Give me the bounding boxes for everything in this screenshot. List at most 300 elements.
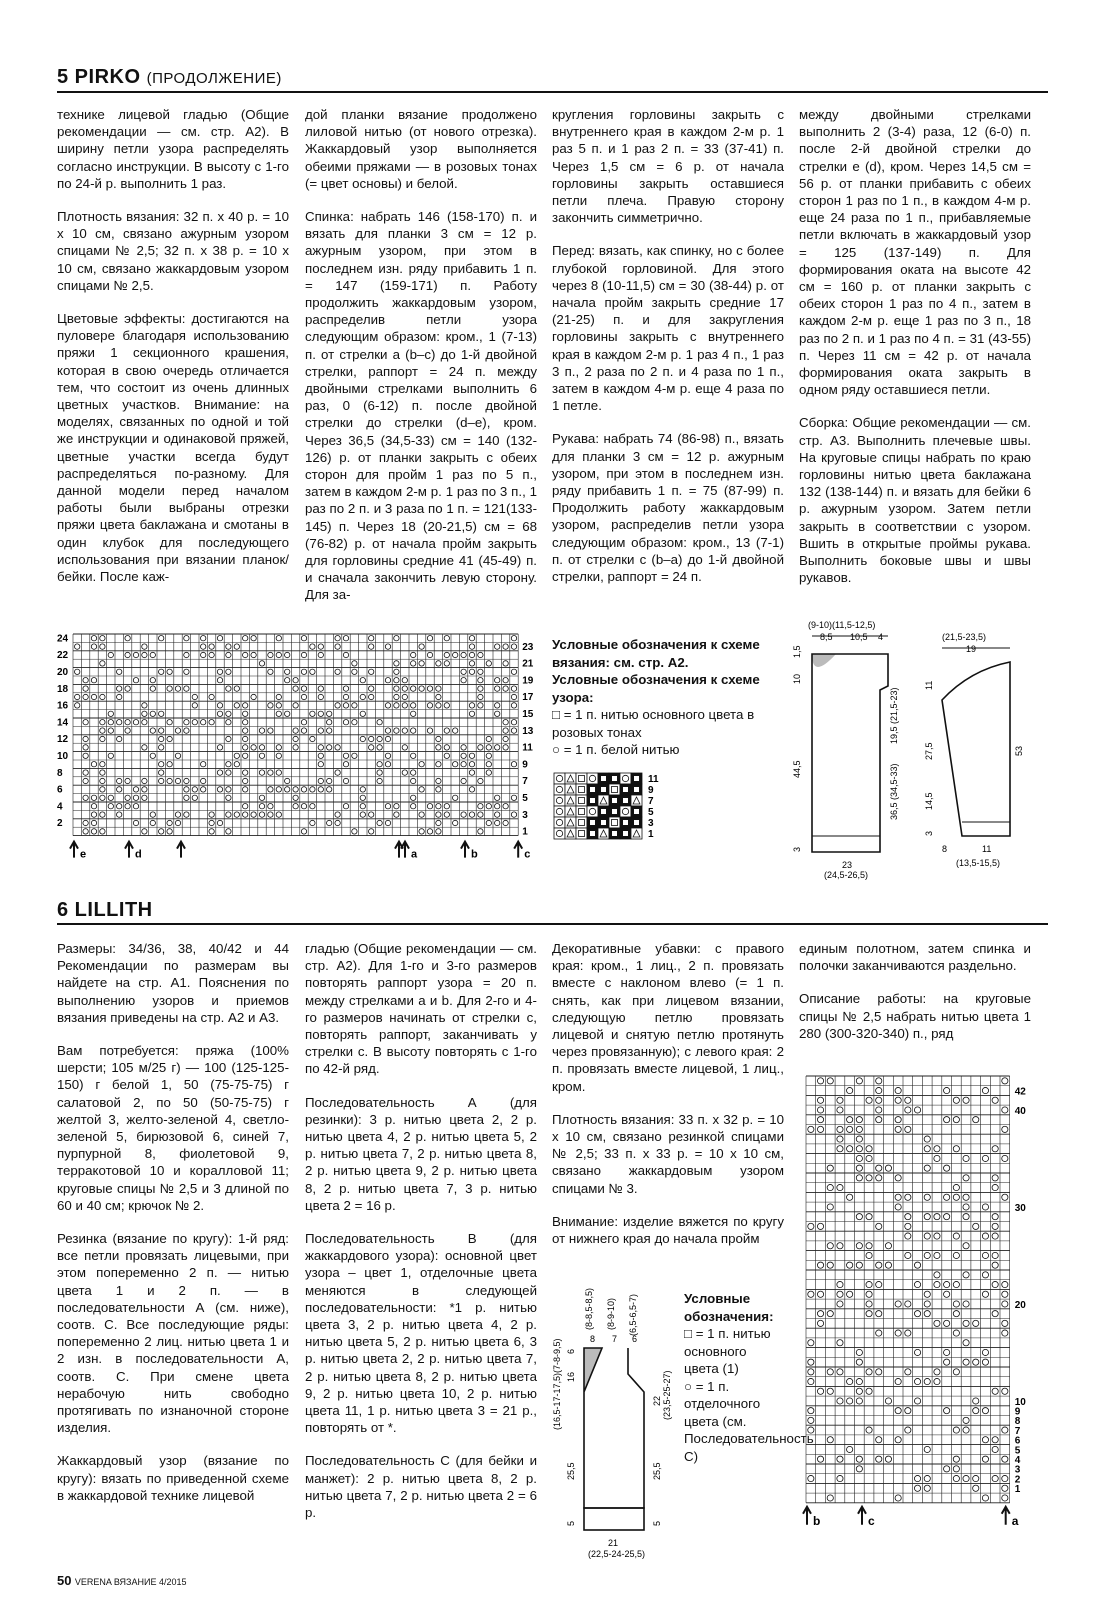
dim-label: 53 — [1014, 745, 1024, 756]
stitch-circle — [934, 1272, 940, 1278]
stitch-circle — [385, 728, 390, 733]
stitch-circle — [436, 787, 441, 792]
stitch-circle — [953, 1097, 959, 1103]
stitch-circle — [175, 686, 180, 691]
dim-label: 11 — [982, 844, 992, 854]
p6-column-2 — [305, 940, 537, 1537]
stitch-circle — [808, 1340, 814, 1346]
dim-label: 27,5 — [924, 742, 934, 760]
stitch-circle — [285, 787, 290, 792]
stitch-circle — [944, 1466, 950, 1472]
dim-label: 23 — [842, 860, 853, 870]
paragraph: Декоративные убавки: с правого края: кром., 1 лиц., 2 п. провязать вместе с наклоном влево (= 1 п. снять, как при лицевом вязании, следующую петлю провязать лицевой и снятую петлю протянуть через провязанную); с левого края: 2 п. провязать вместе лицевой, 1 лиц., кром. — [552, 941, 784, 1094]
stitch-circle — [934, 1252, 940, 1258]
stitch-circle — [837, 1281, 843, 1287]
stitch-circle — [427, 703, 432, 708]
row-label: 1 — [522, 826, 528, 838]
stitch-circle — [895, 1087, 901, 1093]
stitch-circle — [905, 1233, 911, 1239]
stitch-circle — [100, 778, 105, 783]
stitch-circle — [808, 1223, 814, 1229]
stitch-circle — [209, 644, 214, 649]
stitch-circle — [234, 703, 239, 708]
stitch-circle — [150, 812, 155, 817]
row-label: 8 — [1014, 1416, 1021, 1428]
stitch-circle — [817, 1126, 823, 1132]
stitch-circle — [444, 636, 449, 641]
p6-column-3 — [552, 940, 784, 1263]
stitch-circle — [953, 1369, 959, 1375]
stitch-circle — [469, 787, 474, 792]
arrow-icon — [70, 842, 78, 858]
stitch-circle — [184, 720, 189, 725]
stitch-circle — [944, 1087, 950, 1093]
stitch-circle — [808, 1369, 814, 1375]
stitch-circle — [847, 1446, 853, 1452]
stitch-circle — [963, 1175, 969, 1181]
dim-label: 6 — [632, 1334, 638, 1344]
stitch-circle — [369, 694, 374, 699]
stitch-circle — [876, 1078, 882, 1084]
stitch-circle — [486, 770, 491, 775]
stitch-circle — [310, 644, 315, 649]
p5-legend — [552, 636, 782, 759]
chart-cell — [576, 828, 587, 839]
stitch-circle — [905, 1194, 911, 1200]
dim-label: 22 — [652, 1395, 662, 1406]
stitch-circle — [276, 694, 281, 699]
stitch-circle — [335, 820, 340, 825]
stitch-circle — [934, 1146, 940, 1152]
stitch-circle — [285, 669, 290, 674]
symbol-inner-square — [612, 809, 617, 814]
stitch-circle — [293, 745, 298, 750]
stitch-circle — [327, 728, 332, 733]
paragraph: технике лицевой гладью (Общие рекомендации — см. стр. А2). В ширину петли узора распределять согласно инструкции. В высоту с 1-го по 24-й р. выполнить 1 раз. — [57, 107, 289, 191]
stitch-circle — [914, 1107, 920, 1113]
stitch-circle — [402, 770, 407, 775]
stitch-circle — [856, 1214, 862, 1220]
arrow-label: a — [1011, 1513, 1019, 1528]
stitch-circle — [478, 652, 483, 657]
p6-legend — [684, 1290, 814, 1465]
row-label: 3 — [1014, 1464, 1021, 1476]
stitch-circle — [184, 652, 189, 657]
stitch-circle — [856, 1378, 862, 1384]
stitch-circle — [394, 804, 399, 809]
stitch-circle — [478, 669, 483, 674]
stitch-circle — [268, 804, 273, 809]
stitch-circle — [856, 1175, 862, 1181]
stitch-circle — [184, 795, 189, 800]
stitch-circle — [318, 644, 323, 649]
stitch-circle — [982, 1155, 988, 1161]
stitch-circle — [495, 795, 500, 800]
stitch-circle — [486, 661, 491, 666]
stitch-circle — [91, 694, 96, 699]
legend-line: □ = 1 п. нитью основного цвета (1) — [684, 1326, 771, 1376]
stitch-circle — [125, 728, 130, 733]
stitch-circle — [159, 778, 164, 783]
stitch-circle — [856, 1359, 862, 1365]
stitch-circle — [444, 661, 449, 666]
stitch-circle — [944, 1349, 950, 1355]
row-label: 20 — [1014, 1299, 1026, 1311]
stitch-circle — [866, 1175, 872, 1181]
stitch-circle — [100, 787, 105, 792]
paragraph: Плотность вязания: 33 п. х 32 р. = 10 х 10 см, связано резинкой спицами № 2,5; 33 п. х 33 р. = 10 х 10 см, связано жаккардовым узором спицами № 3. — [552, 1111, 784, 1196]
stitch-circle — [914, 1281, 920, 1287]
stitch-circle — [905, 1408, 911, 1414]
stitch-circle — [847, 1291, 853, 1297]
chart-cell — [576, 773, 587, 784]
stitch-circle — [259, 745, 264, 750]
stitch-circle — [436, 829, 441, 834]
stitch-circle — [963, 1097, 969, 1103]
stitch-circle — [226, 652, 231, 657]
stitch-circle — [469, 644, 474, 649]
stitch-circle — [895, 1097, 901, 1103]
stitch-circle — [503, 720, 508, 725]
stitch-circle — [133, 652, 138, 657]
stitch-circle — [301, 720, 306, 725]
stitch-circle — [895, 1437, 901, 1443]
stitch-circle — [808, 1427, 814, 1433]
dim-label: 19,5 (21,5-23) — [889, 687, 899, 744]
stitch-circle — [217, 787, 222, 792]
stitch-circle — [226, 736, 231, 741]
stitch-circle — [837, 1398, 843, 1404]
stitch-circle — [83, 795, 88, 800]
stitch-circle — [856, 1262, 862, 1268]
stitch-circle — [243, 787, 248, 792]
row-label: 5 — [648, 807, 654, 818]
stitch-circle — [343, 686, 348, 691]
stitch-circle — [478, 745, 483, 750]
symbol-inner-square — [601, 787, 606, 792]
stitch-circle — [982, 1437, 988, 1443]
stitch-circle — [895, 1495, 901, 1501]
row-label: 2 — [57, 818, 63, 830]
chart-cell — [554, 795, 565, 806]
stitch-circle — [117, 694, 122, 699]
stitch-circle — [837, 1184, 843, 1190]
stitch-circle — [217, 678, 222, 683]
stitch-circle — [866, 1155, 872, 1161]
stitch-circle — [335, 636, 340, 641]
stitch-circle — [411, 778, 416, 783]
stitch-circle — [117, 778, 122, 783]
stitch-circle — [876, 1330, 882, 1336]
stitch-circle — [117, 812, 122, 817]
stitch-circle — [866, 1311, 872, 1317]
stitch-circle — [209, 720, 214, 725]
stitch-circle — [895, 1408, 901, 1414]
dim-label: 8 — [590, 1334, 596, 1344]
stitch-circle — [209, 652, 214, 657]
stitch-circle — [963, 1272, 969, 1278]
stitch-circle — [243, 711, 248, 716]
stitch-circle — [411, 795, 416, 800]
stitch-circle — [934, 1155, 940, 1161]
stitch-circle — [133, 804, 138, 809]
p5-pattern-chart — [55, 630, 545, 875]
row-label: 15 — [522, 709, 534, 720]
stitch-circle — [963, 1194, 969, 1200]
p6-pattern-chart — [800, 1072, 1045, 1562]
stitch-circle — [251, 812, 256, 817]
stitch-circle — [108, 804, 113, 809]
stitch-circle — [924, 1136, 930, 1142]
paragraph: Последовательность С (для бейки и манжет): 2 р. нитью цвета 8, 2 р. нитью цвета 7, 2 р. нитью цвета 2 = 6 р. — [305, 1453, 537, 1521]
p5-column-1 — [57, 106, 289, 601]
stitch-circle — [133, 787, 138, 792]
stitch-circle — [360, 787, 365, 792]
stitch-circle — [419, 686, 424, 691]
stitch-circle — [167, 736, 172, 741]
stitch-circle — [817, 1388, 823, 1394]
stitch-circle — [953, 1427, 959, 1433]
stitch-circle — [511, 669, 516, 674]
stitch-circle — [167, 820, 172, 825]
stitch-circle — [1002, 1301, 1008, 1307]
stitch-circle — [293, 795, 298, 800]
stitch-circle — [83, 745, 88, 750]
stitch-circle — [837, 1301, 843, 1307]
stitch-circle — [276, 812, 281, 817]
stitch-circle — [343, 652, 348, 657]
stitch-circle — [167, 686, 172, 691]
stitch-circle — [973, 1485, 979, 1491]
stitch-circle — [924, 1165, 930, 1171]
stitch-circle — [385, 804, 390, 809]
row-label: 30 — [1014, 1202, 1026, 1214]
chart-arrows — [803, 1507, 1019, 1528]
stitch-circle — [511, 703, 516, 708]
stitch-circle — [876, 1262, 882, 1268]
stitch-circle — [992, 1184, 998, 1190]
stitch-circle — [133, 820, 138, 825]
stitch-circle — [847, 1117, 853, 1123]
stitch-circle — [343, 778, 348, 783]
stitch-circle — [973, 1359, 979, 1365]
paragraph: между двойными стрелками выполнить 2 (3-4) раза, 12 (6-0) п. после 2-й двойной стрелки до стрелки е (d), кром. Через 14,5 см = 56 р. от планки прибавить с обеих сторон 1 раз по 1 п., в каждом 4-м р. еще 24 раза по 1 п., прибавляемые петли включать в жаккардовый узор = 125 (137-149) п. Для формирования оката на высоте 42 см = 160 р. от планки закрыть с обеих сторон 1 раз по 4 п., затем в каждом 2-м р. еще 1 раз по 3 п., 18 раз по 2 п. и 1 раз по 4 п. = 31 (43-55) п. Через 11 см = 42 р. от начала формирования оката закрыть в одном ряду оставшиеся петли. — [799, 107, 1031, 398]
stitch-circle — [973, 1398, 979, 1404]
stitch-circle — [268, 770, 273, 775]
title-text: 6 LILLITH — [57, 899, 153, 921]
paragraph: Внимание: изделие вяжется по кругу от нижнего края до начала пройм — [552, 1213, 784, 1247]
stitch-circle — [953, 1330, 959, 1336]
stitch-circle — [276, 703, 281, 708]
stitch-circle — [478, 678, 483, 683]
stitch-circle — [817, 1097, 823, 1103]
stitch-circle — [486, 753, 491, 758]
stitch-circle — [953, 1184, 959, 1190]
stitch-circle — [125, 778, 130, 783]
stitch-circle — [453, 652, 458, 657]
stitch-circle — [963, 1155, 969, 1161]
stitch-circle — [217, 820, 222, 825]
stitch-circle — [175, 812, 180, 817]
stitch-circle — [982, 1204, 988, 1210]
stitch-circle — [503, 736, 508, 741]
stitch-circle — [817, 1117, 823, 1123]
dim-label: 14,5 — [924, 792, 934, 810]
stitch-circle — [360, 736, 365, 741]
stitch-circle — [427, 829, 432, 834]
stitch-circle — [876, 1175, 882, 1181]
stitch-circle — [268, 812, 273, 817]
stitch-circle — [133, 795, 138, 800]
stitch-circle — [914, 1475, 920, 1481]
stitch-circle — [856, 1349, 862, 1355]
stitch-circle — [963, 1204, 969, 1210]
stitch-circle — [327, 787, 332, 792]
stitch-circle — [276, 652, 281, 657]
stitch-circle — [856, 1165, 862, 1171]
stitch-circle — [495, 703, 500, 708]
stitch-circle — [436, 820, 441, 825]
row-labels — [1015, 1086, 1027, 1495]
stitch-circle — [352, 753, 357, 758]
stitch-circle — [934, 1214, 940, 1220]
stitch-circle — [343, 753, 348, 758]
stitch-circle — [142, 795, 147, 800]
stitch-circle — [982, 1495, 988, 1501]
dim-label: 5 — [652, 1520, 662, 1526]
stitch-circle — [276, 745, 281, 750]
stitch-circle — [419, 812, 424, 817]
chart-cell — [587, 773, 598, 784]
stitch-circle — [201, 652, 206, 657]
dim-label: (8-8,5-8,5) — [584, 1287, 594, 1330]
row-label: 22 — [57, 650, 69, 662]
stitch-circle — [461, 762, 466, 767]
stitch-circle — [268, 787, 273, 792]
stitch-circle — [226, 711, 231, 716]
stitch-circle — [226, 770, 231, 775]
stitch-circle — [837, 1456, 843, 1462]
stitch-circle — [335, 703, 340, 708]
stitch-circle — [100, 762, 105, 767]
stitch-circle — [469, 703, 474, 708]
stitch-circle — [837, 1146, 843, 1152]
stitch-circle — [982, 1252, 988, 1258]
stitch-circle — [293, 728, 298, 733]
paragraph: Плотность вязания: 32 п. х 40 р. = 10 х 10 см, связано ажурным узором спицами № 2,5; 32 п. х 38 р. = 10 х 10 см, связано жаккардовым узором спицами № 2,5. — [57, 209, 289, 293]
stitch-circle — [226, 812, 231, 817]
stitch-circle — [192, 694, 197, 699]
stitch-circle — [503, 728, 508, 733]
stitch-circle — [1002, 1427, 1008, 1433]
stitch-circle — [469, 762, 474, 767]
stitch-circle — [234, 753, 239, 758]
stitch-circle — [100, 728, 105, 733]
stitch-circle — [973, 1408, 979, 1414]
row-label: 6 — [1014, 1435, 1021, 1447]
stitch-circle — [469, 711, 474, 716]
stitch-circle — [83, 829, 88, 834]
stitch-circle — [837, 1291, 843, 1297]
stitch-circle — [924, 1233, 930, 1239]
stitch-circle — [369, 812, 374, 817]
paragraph: Перед: вязать, как спинку, но с более глубокой горловиной. Для этого через 8 (10-11,5) см = 30 (38-44) р. от начала пройм закрыть средние 17 (21-25) п. и для закругления горловины закрыть с внутреннего края в каждом 2-м р. 1 раз 4 п., 1 раз 3 п., 2 раза по 2 п. и 4 раза по 1 п., затем в каждом 4-м р. еще 4 раза по 1 петле. — [552, 243, 784, 414]
stitch-circle — [436, 804, 441, 809]
dim-label: (22,5-24-25,5) — [588, 1549, 646, 1559]
chart-cell — [587, 806, 598, 817]
stitch-circle — [924, 1311, 930, 1317]
stitch-circle — [150, 753, 155, 758]
stitch-circle — [343, 720, 348, 725]
stitch-circle — [436, 661, 441, 666]
stitch-circle — [100, 720, 105, 725]
stitch-circle — [944, 1214, 950, 1220]
stitch-circle — [402, 686, 407, 691]
stitch-circle — [201, 787, 206, 792]
arrow-icon — [395, 842, 403, 858]
row-label: 4 — [1014, 1455, 1021, 1466]
stitch-circle — [385, 644, 390, 649]
stitch-circle — [360, 812, 365, 817]
stitch-circle — [318, 745, 323, 750]
stitch-circle — [503, 745, 508, 750]
stitch-circle — [91, 644, 96, 649]
stitch-circle — [427, 686, 432, 691]
stitch-circle — [486, 736, 491, 741]
stitch-circle — [226, 787, 231, 792]
stitch-circle — [159, 762, 164, 767]
stitch-circle — [808, 1475, 814, 1481]
chart-cell — [554, 784, 565, 795]
stitch-circle — [1002, 1155, 1008, 1161]
chart-arrows — [70, 842, 530, 861]
stitch-circle — [992, 1388, 998, 1394]
chart-cell — [576, 784, 587, 795]
stitch-circle — [327, 778, 332, 783]
stitch-circle — [837, 1136, 843, 1142]
stitch-circle — [876, 1437, 882, 1443]
stitch-circle — [856, 1136, 862, 1142]
stitch-circle — [469, 812, 474, 817]
stitch-circle — [159, 669, 164, 674]
stitch-circle — [243, 770, 248, 775]
stitch-circle — [150, 820, 155, 825]
stitch-circle — [973, 1117, 979, 1123]
stitch-circle — [453, 762, 458, 767]
paragraph: Рукава: набрать 74 (86-98) п., вязать для планки 3 см = 12 р. ажурным узором, при этом в последнем изн. ряду прибавить 1 п. = 75 (87-99) п. Продолжить работу жаккардовым узором, распределив петли узора следующим образом: кром., 13 (7-1) п. от стрелки с (b–a) до 1-й двойной стрелки, раппорт = 24 п. — [552, 431, 784, 585]
dim-label: (6,5-6,5-7) — [628, 1293, 638, 1336]
chart-cell — [554, 828, 565, 839]
stitch-circle — [226, 669, 231, 674]
arrow-label: b — [471, 848, 478, 861]
stitch-circle — [411, 661, 416, 666]
paragraph: Цветовые эффекты: достигаются на пуловере благодаря использованию пряжи 1 секционного крашения, которая в свою очередь отличается тем, что состоит из очень длинных цветных участков. Внимание: на моделях, связанных по одной и той же инструкции и одинаковой пряжей, цветные участки всегда будут распределяться по-разному. Для данной модели перед началом работы были выбраны отрезки пряжи цвета баклажана и смотаны в один клубок для последующего использования при вязании планок/бейки. После каж- — [57, 311, 289, 585]
stitch-circle — [866, 1281, 872, 1287]
stitch-circle — [192, 787, 197, 792]
stitch-circle — [91, 678, 96, 683]
page-number: 50 — [57, 1573, 72, 1588]
stitch-circle — [402, 678, 407, 683]
stitch-circle — [377, 762, 382, 767]
stitch-circle — [352, 669, 357, 674]
stitch-circle — [159, 711, 164, 716]
stitch-circle — [226, 762, 231, 767]
stitch-circle — [394, 728, 399, 733]
stitch-circle — [217, 669, 222, 674]
stitch-circle — [243, 778, 248, 783]
symbol-inner-square — [590, 820, 595, 825]
magazine-name: VERENA ВЯЗАНИЕ 4/2015 — [74, 1577, 187, 1587]
